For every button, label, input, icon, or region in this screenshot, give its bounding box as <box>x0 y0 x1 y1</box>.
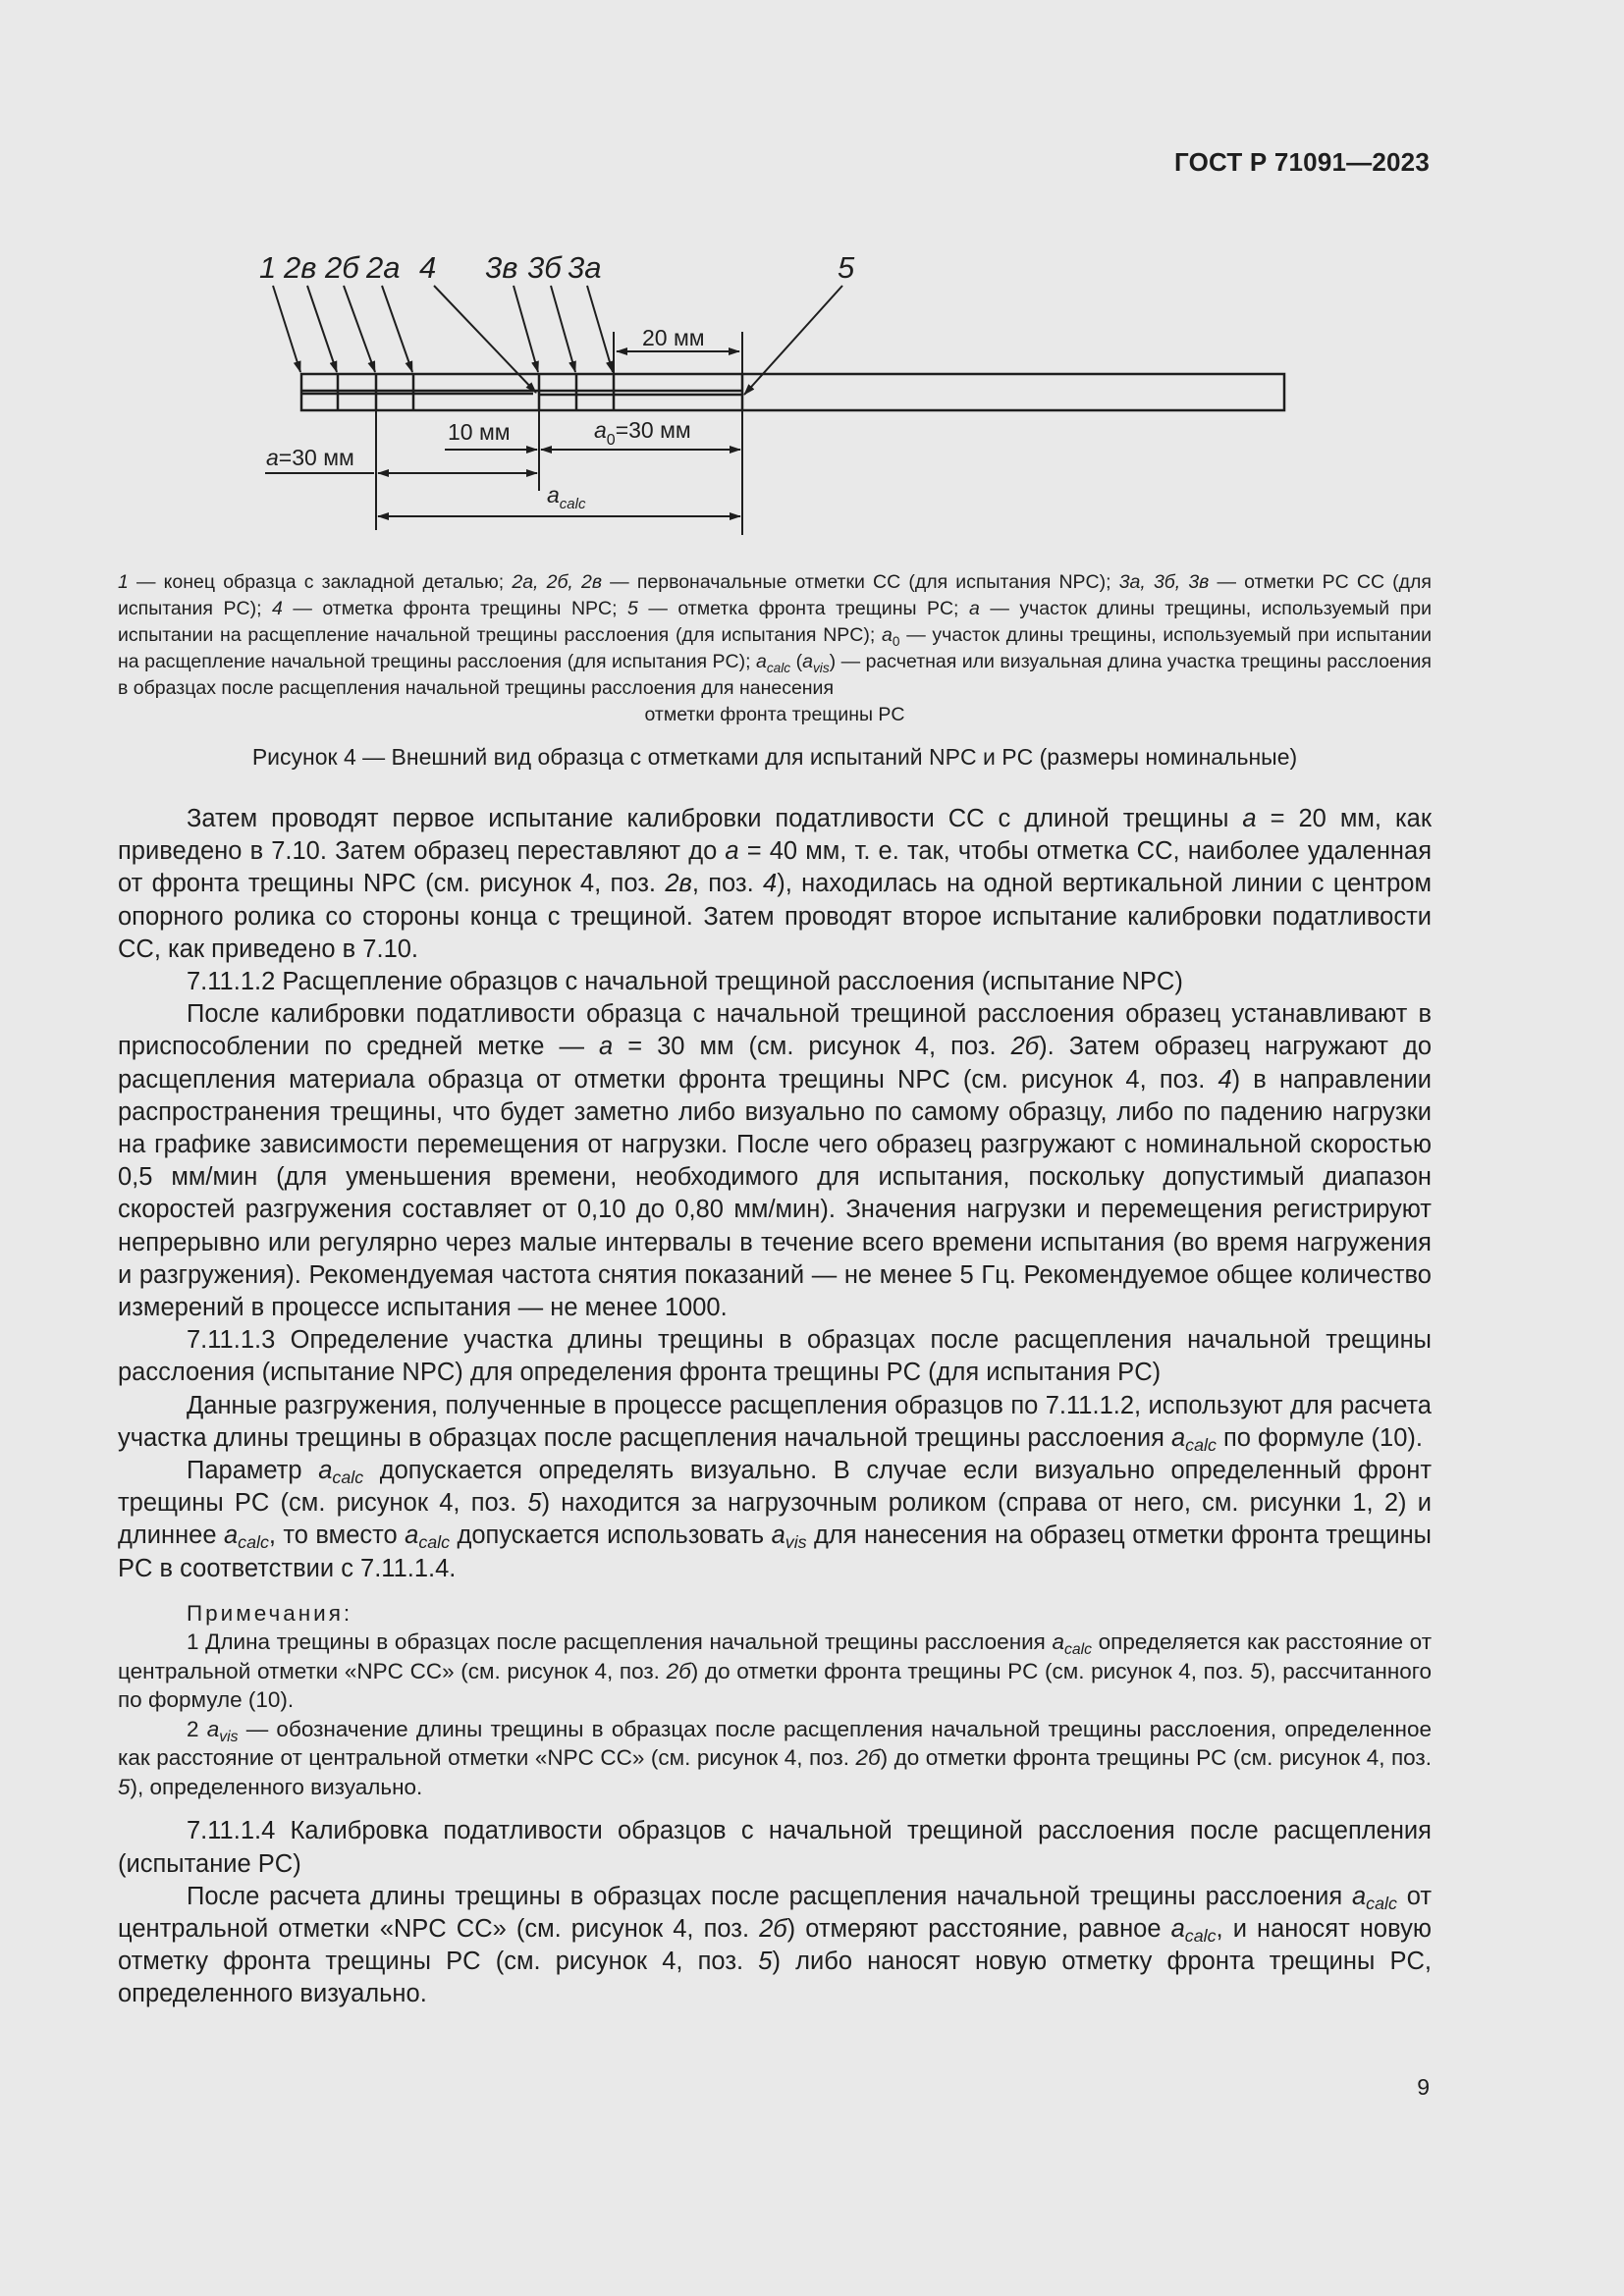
dim-10mm: 10 мм <box>448 419 511 445</box>
note-item: 2 $a_{vis}$ — обозначение длины трещины в образцах после расщепления начальной трещины расслоения, определенное как расстояние от центральной отметки «NPC СС» (см. рисунок 4, поз. 2б) до отметки фронта трещины PC (см. рисунок 4, поз. 5), определенного визуально. <box>118 1716 1432 1799</box>
figure-caption: Рисунок 4 — Внешний вид образца с отметками для испытаний NPC и PC (размеры номинальные) <box>251 744 1298 770</box>
label-1: 1 <box>259 250 277 285</box>
main-text <box>118 803 1432 2011</box>
page-number: 9 <box>1417 2074 1430 2100</box>
label-2a: 2а <box>366 250 401 285</box>
paragraph: Затем проводят первое испытание калибровки податливости СС с длиной трещины a = 20 мм, как приведено в 7.10. Затем образец переставляют до a = 40 мм, т. е. так, чтобы отметка СС, наиболее удаленная от фронта трещины NPC (см. рисунок 4, поз. 2в, поз. 4), находилась на одной вертикальной линии с центром опорного ролика со стороны конца с трещиной. Затем проводят второе испытание калибровки податливости СС, как приведено в 7.10. <box>118 805 1433 963</box>
paragraph: Данные разгружения, полученные в процессе расщепления образцов по 7.11.1.2, используют для расчета участка длины трещины в образцах после расщепления начальной трещины расслоения $a_{calc}$ по формуле (10). <box>118 1391 1432 1455</box>
paragraph: После калибровки податливости образца с начальной трещиной расслоения образец устанавливают в приспособлении по средней метке — a = 30 мм (см. рисунок 4, поз. 2б). Затем образец нагружают до расщепления материала образца от отметки фронта трещины NPC (см. рисунок 4, поз. 4) в направлении распространения трещины, что будет заметно либо визуально по самому образцу, либо по падению нагрузки на графике зависимости перемещения от нагрузки. После чего образец разгружают с номинальной скоростью 0,5 мм/мин (для уменьшения времени, необходимого для испытания, поскольку допустимый диапазон скоростей разгружения составляет от 0,10 до 0,80 мм/мин). Значения нагрузки и перемещения регистрируют непрерывно или регулярно через малые интервалы в течение всего времени испытания (во время нагружения и разгружения). Рекомендуемая частота снятия показаний — не менее 5 Гц. Рекомендуемое общее количество измерений в процессе испытания — не менее 1000. <box>118 1000 1433 1322</box>
dim-acalc: $a_{calc}$ <box>547 482 586 512</box>
note-item: 1 Длина трещины в образцах после расщепления начальной трещины расслоения $a_{calc}$ определяется как расстояние от центральной отметки «NPC СС» (см. рисунок 4, поз. 2б) до отметки фронта трещины PC (см. рисунок 4, поз. 5), рассчитанного по формуле (10). <box>118 1629 1433 1713</box>
label-5: 5 <box>838 250 855 285</box>
section-heading: 7.11.1.4 Калибровка податливости образцов с начальной трещиной расслоения после расщепления (испытание PC) <box>118 1817 1432 1878</box>
section-heading: 7.11.1.2 Расщепление образцов с начальной трещиной расслоения (испытание NPC) <box>187 968 1183 996</box>
label-3a: 3а <box>568 250 602 285</box>
notes-block <box>118 1599 1432 1802</box>
paragraph: Параметр $a_{calc}$ допускается определять визуально. В случае если визуально определенный фронт трещины PC (см. рисунок 4, поз. 5) находится за нагрузочным роликом (справа от него, см. рисунки 1, 2) и длиннее $a_{calc}$, то вместо $a_{calc}$ допускается использовать $a_{vis}$ для нанесения на образец отметки фронта трещины PC в соответствии с 7.11.1.4. <box>118 1457 1433 1582</box>
label-4: 4 <box>419 250 437 285</box>
legend-last-line: отметки фронта трещины PC <box>644 704 905 725</box>
figure-legend: 1 — конец образца с закладной деталью; 2а, 2б, 2в — первоначальные отметки СС (для испытания NPC); 3а, 3б, 3в — отметки PC СС (для испытания PC); 4 — отметка фронта трещины NPC; 5 — отметка фронта трещины PC; a — участок длины трещины, используемый при испытании на расщепление начальной трещины расслоения (для испытания NPC); $a_0$ — участок длины трещины, используемый при испытании на расщепление начальной трещины расслоения (для испытания PC); $a_{calc}$ $(a_{vis})$ — расчетная или визуальная длина участка трещины расслоения в образцах после расщепления начальной трещины расслоения для нанесения отметки фронта трещины PC <box>118 569 1432 728</box>
label-2b: 2б <box>325 250 359 285</box>
dim-20mm: 20 мм <box>642 325 705 350</box>
label-3v: 3в <box>485 250 518 285</box>
dim-a: a=30 мм <box>266 445 354 470</box>
paragraph: После расчета длины трещины в образцах после расщепления начальной трещины расслоения $a_{calc}$ от центральной отметки «NPC СС» (см. рисунок 4, поз. 2б) отмеряют расстояние, равное $a_{calc}$, и наносят новую отметку фронта трещины PC (см. рисунок 4, поз. 5) либо наносят новую отметку фронта трещины PC, определенного визуально. <box>118 1882 1432 2008</box>
dim-a0: $a_0=30$ мм <box>594 417 691 449</box>
label-2v: 2в <box>284 250 317 285</box>
specimen-body <box>301 374 1284 410</box>
section-heading: 7.11.1.3 Определение участка длины трещины в образцах после расщепления начальной трещины расслоения (испытание NPC) для определения фронта трещины PC (для испытания PC) <box>118 1326 1432 1387</box>
notes-title: Примечания: <box>187 1600 353 1626</box>
label-3b: 3б <box>527 250 562 285</box>
document-header: ГОСТ Р 71091—2023 <box>1174 147 1430 177</box>
specimen-figure <box>0 0 1624 550</box>
